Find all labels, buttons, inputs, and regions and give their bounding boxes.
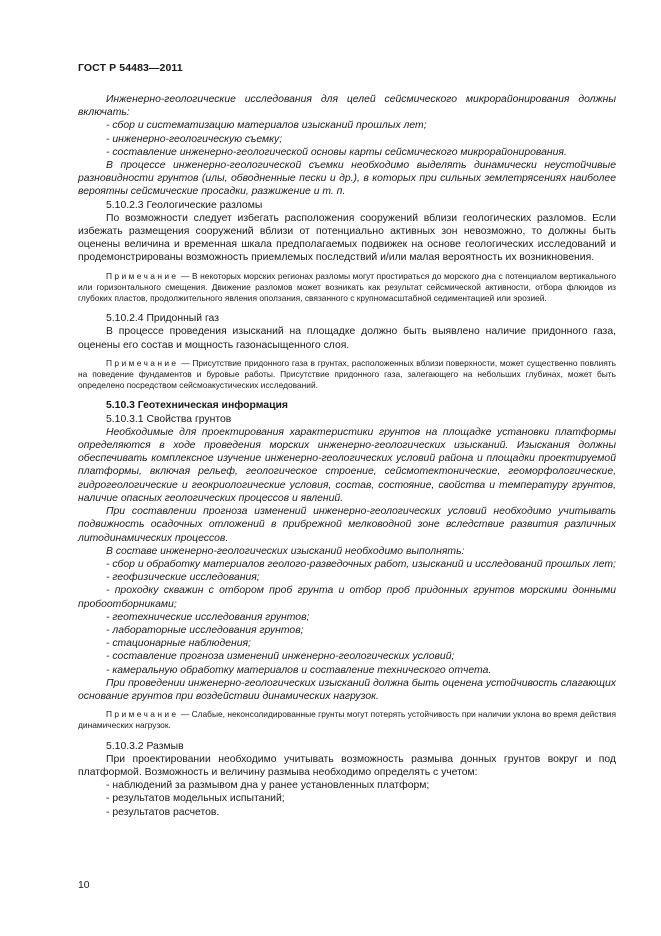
- section-heading: 5.10.2.4 Придонный газ: [106, 313, 219, 325]
- list-item: - составление прогноза изменений инженерно-геологических условий;: [106, 651, 455, 663]
- paragraph: Необходимые для проектирования характеристики грунтов на площадке установки платформы определяются в ходе проведения морских инженерно-геологических изысканий. Изыскания должны обеспечивать комплексное изучение инженерно-геологических условий района и площадки проектируемой платформы, включая рельеф, геологическое строение, сейсмотектонические, геоморфологические, гидрогеологические и геокриологические условия, состав, состояние, свойства и температуру грунтов, наличие опасных геологических процессов и явлений.: [78, 426, 616, 504]
- list-item: - результатов модельных испытаний;: [106, 793, 285, 805]
- note: [78, 709, 616, 731]
- paragraph: Инженерно-геологические исследования для целей сейсмического микрорайонирования должны включать:: [78, 94, 616, 119]
- list-item: - проходку скважин с отбором проб грунта и отбор проб придонных грунтов морскими донными пробоотборниками;: [78, 585, 616, 610]
- paragraph: В процессе проведения изысканий на площадке должно быть выявлено наличие придонного газа, оценены его состав и мощность газонасыщенного слоя.: [78, 326, 616, 351]
- list-item: - наблюдений за размывом дна у ранее установленных платформ;: [106, 780, 430, 792]
- note-label: Примечание: [106, 357, 179, 368]
- note-label: Примечание: [106, 270, 179, 281]
- section-title: Геотехническая информация: [134, 400, 288, 412]
- paragraph: При составлении прогноза изменений инженерно-геологических условий необходимо учитывать подвижность осадочных отложений в прибрежной мелководной зоне вследствие развития различных литодинамических процессов.: [78, 506, 616, 544]
- paragraph: В процессе инженерно-геологической съемки необходимо выделять динамически неустойчивые разновидности грунтов (илы, обводненные пески и др.), в которых при сильных землетрясениях наиболее вероятны сейсмические просадки, разжижение и т. п.: [78, 160, 616, 198]
- section-heading: 5.10.3.2 Размыв: [106, 740, 184, 752]
- note-text: — Слабые, неконсолидированные грунты могут потерять устойчивость при наличии уклона во время действия динамических нагрузок.: [78, 709, 616, 731]
- paragraph: При проведении инженерно-геологических изысканий должна быть оценена устойчивость слагающих основание грунтов при воздействии динамических нагрузок.: [78, 677, 616, 702]
- paragraph: В составе инженерно-геологических изысканий необходимо выполнять:: [106, 545, 465, 557]
- section-heading: 5.10.2.3 Геологические разломы: [106, 199, 263, 211]
- list-item: - стационарные наблюдения;: [106, 638, 251, 650]
- list-item: - результатов расчетов.: [106, 806, 220, 818]
- note: [78, 271, 616, 305]
- section-number: 5.10.3: [106, 400, 135, 412]
- paragraph: По возможности следует избегать расположения сооружений вблизи геологических разломов. Если избежать размещения сооружений вблизи от потенциально активных зон невозможно, то должны быть оценены величина и временная шкала предполагаемых подвижек на основе геологических исследований и продемонстрированы возможность приемлемых последствий и/или малая вероятность их возникновения.: [78, 212, 616, 264]
- section-heading: 5.10.3.1 Свойства грунтов: [106, 413, 232, 425]
- note-text: — Присутствие придонного газа в грунтах, расположенных вблизи поверхности, может существенно повлиять на поведение фундаментов и буровые работы. Присутствие придонного газа, залегающего на небольших глубинах, может быть определено посредством сейсмоакустических исследований.: [78, 357, 616, 391]
- note-text: — В некоторых морских регионах разломы могут простираться до морского дна с потенциалом вертикального или горизонтального смещения. Движение разломов может возникать как результат сейсмической активности, отбора флюидов из глубоких пластов, продолжительного явления оползания, связанного с крупномасштабной седиментацией или эрозией.: [78, 270, 616, 304]
- list-item: - камеральную обработку материалов и составление технического отчета.: [106, 664, 492, 676]
- note: [78, 358, 616, 392]
- list-item: - сбор и обработку материалов геолого-разведочных работ, изысканий и исследований прошлых лет;: [106, 558, 616, 570]
- document-body: [78, 93, 616, 819]
- list-item: - лабораторные исследования грунтов;: [106, 624, 304, 636]
- paragraph: При проектировании необходимо учитывать возможность размыва донных грунтов вокруг и под платформой. Возможность и величину размыва необходимо определять с учетом:: [78, 753, 616, 778]
- list-item: - составление инженерно-геологической основы карты сейсмического микрорайонирования.: [106, 146, 567, 158]
- section-heading: [78, 399, 616, 412]
- list-item: - геотехнические исследования грунтов;: [106, 611, 310, 623]
- document-header: ГОСТ Р 54483—2011: [78, 62, 183, 74]
- note-label: Примечание: [106, 709, 179, 720]
- list-item: - инженерно-геологическую съемку;: [106, 133, 283, 145]
- list-item: - геофизические исследования;: [106, 572, 260, 584]
- page-number: 10: [78, 880, 90, 891]
- list-item: - сбор и систематизацию материалов изысканий прошлых лет;: [106, 120, 427, 132]
